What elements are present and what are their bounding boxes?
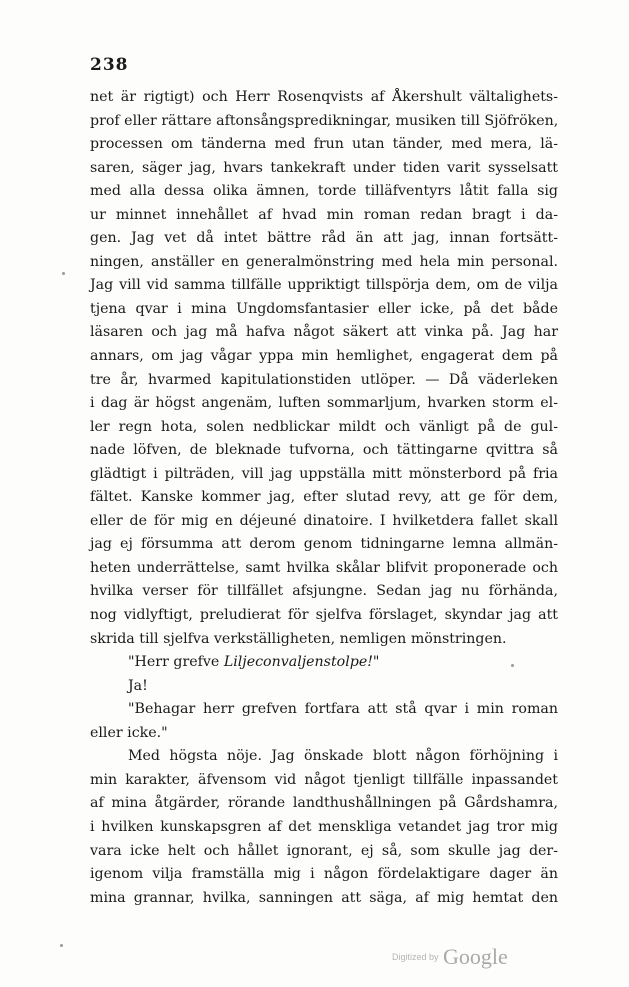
text-line: processen om tänderna med frun utan tänder, med mera, lä- — [90, 136, 558, 153]
text-line: heten underrättelse, samt hvilka skålar blifvit proponerade och — [90, 559, 558, 576]
text-line: Jag vill vid samma tillfälle uppriktigt tillspörja dem, om de vilja — [90, 277, 558, 294]
dialogue-call — [90, 651, 558, 675]
dialogue-reply: Med högsta nöje. Jag önskade blott någon förhöjning i — [128, 748, 558, 765]
dialogue-reply: min karakter, äfvensom vid något tjenligt tillfälle inpassandet — [90, 771, 558, 788]
dialogue-reply: mina grannar, hvilka, sanningen att säga, af mig hemtat den — [90, 889, 558, 906]
text-line: skrida till sjelfva verkställigheten, nemligen mönstringen. — [90, 630, 507, 647]
paper-speck — [511, 664, 514, 667]
page-number: 238 — [90, 55, 129, 75]
dialogue-answer: Ja! — [128, 677, 148, 694]
watermark-prefix: Digitized by — [392, 952, 439, 962]
text-line: ler regn hota, solen nedblickar mildt och vänligt på de gul- — [90, 418, 558, 435]
dialogue-reply: vara icke helt och hållet ignorant, ej så, som skulle jag der- — [90, 842, 558, 859]
text-line: ningen, anställer en generalmönstring med hela min personal. — [90, 253, 558, 270]
dialogue-question: "Behagar herr grefven fortfara att stå qvar i min roman — [128, 701, 558, 718]
google-logo: Google — [442, 944, 508, 969]
text-line: gen. Jag vet då intet bättre råd än att jag, innan fortsätt- — [90, 230, 558, 247]
text-line: glädtigt i pilträden, vill jag uppställa mitt mönsterbord på fria — [90, 465, 558, 482]
dialogue-question: eller icke." — [90, 724, 168, 741]
text-line: fältet. Kanske kommer jag, efter slutad revy, att ge för dem, — [90, 489, 558, 506]
text-line: nade löfven, de bleknade tufvorna, och tättingarne qvittra så — [90, 442, 558, 459]
call-prefix: "Herr grefve — [128, 654, 224, 671]
paper-speck — [62, 272, 65, 275]
text-line: net är rigtigt) och Herr Rosenqvists af Åkershult vältalighets- — [90, 89, 558, 105]
text-line: prof eller rättare aftonsångspredikningar, musiken till Sjöfröken, — [90, 112, 559, 129]
character-name: Liljeconvaljenstolpe! — [223, 654, 373, 671]
call-suffix: " — [372, 654, 380, 671]
body-text — [90, 86, 558, 910]
text-line: tre år, hvarmed kapitulationstiden utlöper. — Då väderleken — [90, 371, 558, 388]
paper-speck — [60, 944, 63, 947]
digitized-watermark — [392, 944, 508, 970]
text-line: eller de för mig en déjeuné dinatoire. I hvilketdera fallet skall — [90, 512, 558, 529]
text-line: läsaren och jag må hafva något säkert att vinka på. Jag har — [90, 324, 558, 341]
dialogue-reply: af mina åtgärder, rörande landthushållningen på Gårdshamra, — [90, 795, 558, 812]
text-line: annars, om jag vågar yppa min hemlighet, engagerat dem på — [90, 348, 558, 365]
text-line: i dag är högst angenäm, luften sommarljum, hvarken storm el- — [90, 395, 558, 412]
dialogue-reply: i hvilken kunskapsgren af det menskliga vetandet jag tror mig — [90, 818, 558, 835]
text-line: med alla dessa olika ämnen, torde tilläfventyrs låtit falla sig — [90, 183, 558, 200]
text-line: hvilka verser för tillfället afsjungne. Sedan jag nu förhända, — [90, 583, 558, 600]
text-line: tjena qvar i mina Ungdomsfantasier eller icke, på det både — [90, 300, 558, 317]
text-line: jag ej försumma att derom genom tidningarne lemna allmän- — [90, 536, 558, 553]
text-line: ur minnet innehållet af hvad min roman redan bragt i da- — [90, 206, 558, 223]
text-line: saren, säger jag, hvars tankekraft under tiden varit sysselsatt — [90, 159, 558, 176]
text-line: nog vidlyftigt, preludierat för sjelfva förslaget, skyndar jag att — [90, 607, 558, 624]
dialogue-reply: igenom vilja framställa mig i någon fördelaktigare dager än — [90, 866, 558, 883]
